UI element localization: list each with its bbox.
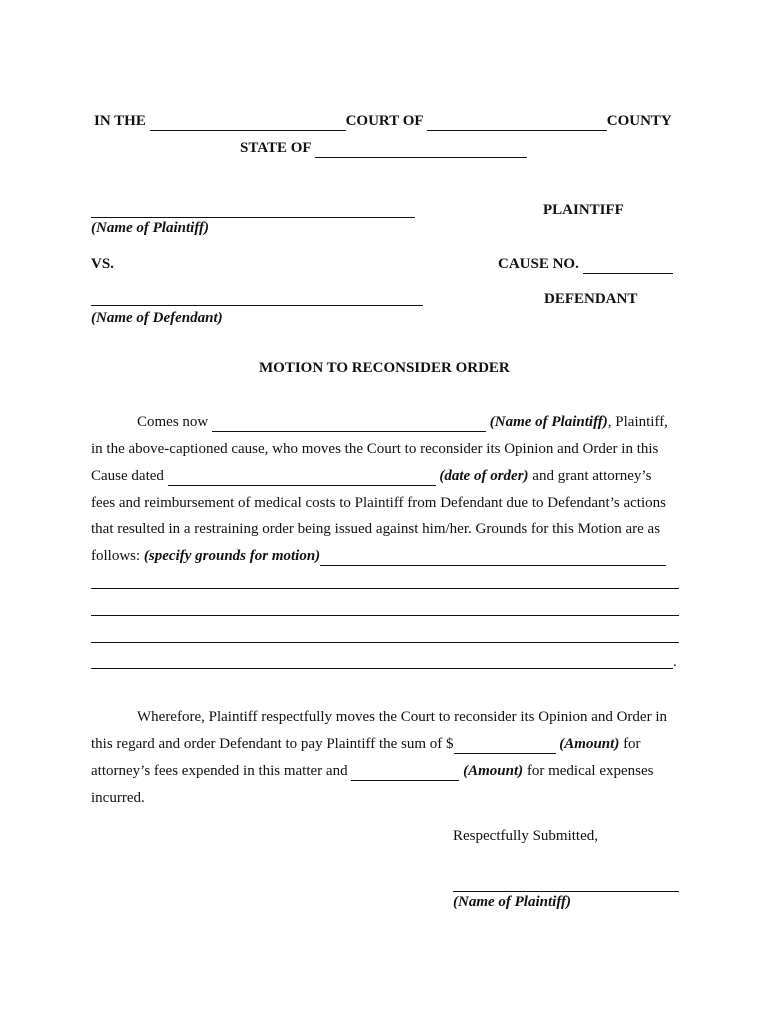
- county-label: COUNTY: [606, 113, 672, 129]
- for-text: for: [623, 736, 641, 752]
- county-name-field[interactable]: [427, 113, 607, 131]
- plaintiff-name-field[interactable]: [91, 217, 415, 218]
- document-title: MOTION TO RECONSIDER ORDER: [259, 360, 510, 376]
- para2-line2: [91, 735, 641, 754]
- amount-hint-1: (Amount): [559, 736, 620, 752]
- para1-line6: [91, 547, 666, 566]
- grounds-input-line-3[interactable]: [91, 615, 679, 616]
- vs-label: VS.: [91, 256, 114, 272]
- para1-line3: [91, 467, 651, 486]
- amount-hint-2: (Amount): [463, 763, 524, 779]
- medical-expenses-text: for medical expenses: [526, 763, 654, 779]
- para1-line1: [137, 413, 668, 432]
- court-name-field[interactable]: [150, 113, 346, 131]
- date-of-order-hint: (date of order): [439, 468, 529, 484]
- plaintiff-name-hint: (Name of Plaintiff): [489, 414, 608, 430]
- signature-name-caption: (Name of Plaintiff): [453, 894, 572, 910]
- cause-no-label: CAUSE NO.: [498, 256, 579, 272]
- para2-line1: Wherefore, Plaintiff respectfully moves the Court to reconsider its Opinion and Order in: [137, 709, 667, 725]
- specify-grounds-hint: (specify grounds for motion): [143, 548, 321, 564]
- court-header-line: [94, 113, 672, 131]
- grant-text: and grant attorney’s: [532, 468, 652, 484]
- state-name-field[interactable]: [315, 140, 527, 158]
- date-of-order-input[interactable]: [168, 467, 436, 486]
- grounds-input-line-5[interactable]: [91, 668, 673, 669]
- attorney-fees-amount-input[interactable]: [454, 735, 556, 754]
- grounds-period: .: [673, 654, 677, 670]
- plaintiff-name-caption: (Name of Plaintiff): [91, 220, 210, 236]
- para1-line4: fees and reimbursement of medical costs to Plaintiff from Defendant due to Defendant’s actions: [91, 495, 666, 511]
- defendant-name-field[interactable]: [91, 305, 423, 306]
- grounds-input-line-1[interactable]: [320, 547, 666, 566]
- court-of-label: COURT OF: [345, 113, 423, 129]
- plaintiff-name-input[interactable]: [212, 413, 486, 432]
- grounds-input-line-2[interactable]: [91, 588, 679, 589]
- para1-line5: that resulted in a restraining order being issued against him/her. Grounds for this Motion are as: [91, 521, 661, 537]
- state-of-label: STATE OF: [240, 140, 311, 156]
- grounds-input-line-4[interactable]: [91, 642, 679, 643]
- para2-line4: incurred.: [91, 790, 145, 806]
- para1-line2: in the above-captioned cause, who moves the Court to reconsider its Opinion and Order in this: [91, 441, 659, 457]
- signature-line[interactable]: [453, 891, 679, 892]
- follows-text: follows:: [91, 548, 141, 564]
- respectfully-submitted: Respectfully Submitted,: [453, 828, 598, 844]
- plaintiff-suffix-text: , Plaintiff,: [607, 414, 668, 430]
- defendant-name-caption: (Name of Defendant): [91, 310, 223, 326]
- comes-now-text: Comes now: [137, 414, 209, 430]
- medical-amount-input[interactable]: [351, 762, 459, 781]
- para2-line3: [91, 762, 653, 781]
- sum-text: this regard and order Defendant to pay Plaintiff the sum of $: [91, 736, 454, 752]
- plaintiff-label: PLAINTIFF: [543, 202, 624, 218]
- state-line: [240, 140, 527, 158]
- attorney-fees-text: attorney’s fees expended in this matter and: [91, 763, 348, 779]
- cause-no-field[interactable]: [583, 256, 673, 274]
- cause-no-line: [498, 256, 673, 274]
- defendant-label: DEFENDANT: [544, 291, 638, 307]
- in-the-label: IN THE: [94, 113, 146, 129]
- cause-dated-text: Cause dated: [91, 468, 164, 484]
